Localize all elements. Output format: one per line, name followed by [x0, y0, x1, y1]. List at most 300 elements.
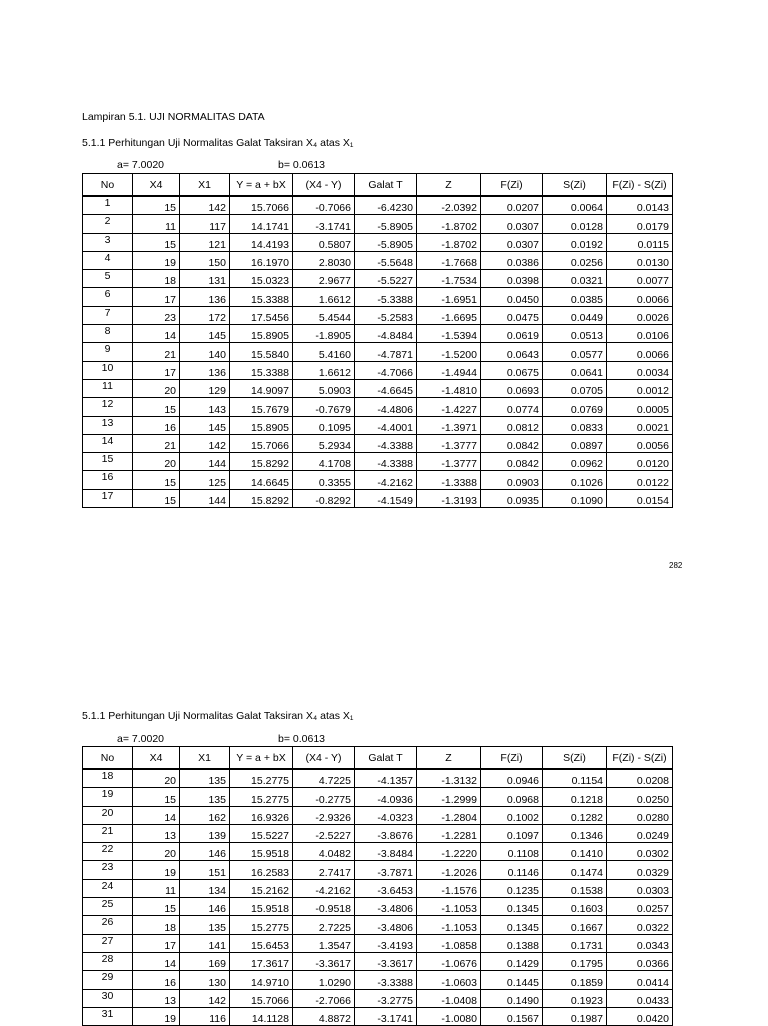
cell-x1: 141 — [180, 934, 230, 952]
cell-f-zi: 0.1235 — [481, 879, 543, 897]
cell-s-zi: 0.1282 — [543, 806, 607, 824]
cell-no: 1 — [83, 196, 133, 215]
cell-y-pred: 15.3388 — [230, 288, 293, 306]
section-1-b-value: b= 0.0613 — [278, 159, 326, 171]
cell-no: 24 — [83, 879, 133, 897]
cell-x1: 129 — [180, 379, 230, 397]
section-2-subtitle: 5.1.1 Perhitungan Uji Normalitas Galat Taksiran X₄ atas X₁ — [82, 710, 354, 722]
cell-s-zi: 0.0769 — [543, 398, 607, 416]
cell-galat-t: -4.1549 — [355, 489, 417, 507]
cell-no: 16 — [83, 471, 133, 489]
table-row — [83, 952, 673, 970]
table-row — [83, 434, 673, 452]
cell-residual: 1.0290 — [293, 971, 355, 989]
cell-no: 19 — [83, 788, 133, 806]
cell-x1: 116 — [180, 1007, 230, 1025]
cell-no: 15 — [83, 453, 133, 471]
table-row — [83, 989, 673, 1007]
table-row — [83, 916, 673, 934]
cell-s-zi: 0.0962 — [543, 453, 607, 471]
page-number: 282 — [669, 561, 683, 570]
cell-x1: 136 — [180, 288, 230, 306]
cell-no: 3 — [83, 233, 133, 251]
column-header-f-zi: F(Zi) — [481, 747, 543, 770]
cell-residual: -2.5227 — [293, 824, 355, 842]
cell-f-minus-s: 0.0329 — [607, 861, 673, 879]
column-header-no: No — [83, 174, 133, 197]
cell-no: 29 — [83, 971, 133, 989]
cell-y-pred: 15.8292 — [230, 489, 293, 507]
cell-x1: 142 — [180, 434, 230, 452]
cell-x4: 14 — [133, 806, 180, 824]
cell-x1: 150 — [180, 251, 230, 269]
cell-z: -1.2220 — [417, 843, 481, 861]
cell-x1: 125 — [180, 471, 230, 489]
cell-f-minus-s: 0.0179 — [607, 215, 673, 233]
cell-no: 11 — [83, 379, 133, 397]
cell-no: 30 — [83, 989, 133, 1007]
cell-f-minus-s: 0.0420 — [607, 1007, 673, 1025]
cell-s-zi: 0.0705 — [543, 379, 607, 397]
cell-galat-t: -3.4806 — [355, 916, 417, 934]
cell-s-zi: 0.1923 — [543, 989, 607, 1007]
cell-residual: -0.7066 — [293, 196, 355, 215]
cell-x4: 19 — [133, 251, 180, 269]
cell-s-zi: 0.1474 — [543, 861, 607, 879]
cell-x4: 23 — [133, 306, 180, 324]
cell-s-zi: 0.0897 — [543, 434, 607, 452]
cell-x1: 130 — [180, 971, 230, 989]
cell-f-zi: 0.1146 — [481, 861, 543, 879]
table-row — [83, 971, 673, 989]
cell-galat-t: -4.8484 — [355, 325, 417, 343]
cell-z: -1.3777 — [417, 434, 481, 452]
cell-no: 4 — [83, 251, 133, 269]
cell-residual: 4.0482 — [293, 843, 355, 861]
cell-y-pred: 14.9097 — [230, 379, 293, 397]
cell-f-minus-s: 0.0056 — [607, 434, 673, 452]
cell-no: 23 — [83, 861, 133, 879]
cell-x1: 139 — [180, 824, 230, 842]
cell-f-minus-s: 0.0303 — [607, 879, 673, 897]
cell-no: 20 — [83, 806, 133, 824]
cell-x1: 136 — [180, 361, 230, 379]
cell-y-pred: 16.1970 — [230, 251, 293, 269]
cell-x4: 17 — [133, 288, 180, 306]
cell-residual: 2.7225 — [293, 916, 355, 934]
cell-residual: 2.7417 — [293, 861, 355, 879]
cell-y-pred: 15.8905 — [230, 416, 293, 434]
appendix-title: Lampiran 5.1. UJI NORMALITAS DATA — [82, 111, 265, 123]
cell-f-zi: 0.1490 — [481, 989, 543, 1007]
column-header-x1: X1 — [180, 174, 230, 197]
cell-z: -1.8702 — [417, 233, 481, 251]
cell-z: -1.0603 — [417, 971, 481, 989]
cell-y-pred: 15.0323 — [230, 270, 293, 288]
cell-f-minus-s: 0.0077 — [607, 270, 673, 288]
cell-s-zi: 0.1410 — [543, 843, 607, 861]
cell-galat-t: -3.4806 — [355, 898, 417, 916]
cell-x1: 134 — [180, 879, 230, 897]
cell-y-pred: 16.9326 — [230, 806, 293, 824]
cell-s-zi: 0.0321 — [543, 270, 607, 288]
cell-x1: 135 — [180, 788, 230, 806]
column-header-x4: X4 — [133, 747, 180, 770]
column-header-y-pred: Y = a + bX — [230, 747, 293, 770]
cell-s-zi: 0.0385 — [543, 288, 607, 306]
cell-z: -2.0392 — [417, 196, 481, 215]
table-row — [83, 843, 673, 861]
cell-no: 17 — [83, 489, 133, 507]
cell-y-pred: 14.1128 — [230, 1007, 293, 1025]
cell-no: 2 — [83, 215, 133, 233]
cell-residual: -2.7066 — [293, 989, 355, 1007]
cell-galat-t: -4.7871 — [355, 343, 417, 361]
cell-s-zi: 0.0577 — [543, 343, 607, 361]
cell-s-zi: 0.1731 — [543, 934, 607, 952]
cell-y-pred: 16.2583 — [230, 861, 293, 879]
cell-y-pred: 15.7066 — [230, 196, 293, 215]
section-2-a-value: a= 7.0020 — [117, 733, 165, 745]
cell-galat-t: -4.3388 — [355, 434, 417, 452]
cell-residual: -1.8905 — [293, 325, 355, 343]
cell-x1: 142 — [180, 196, 230, 215]
cell-z: -1.7534 — [417, 270, 481, 288]
cell-z: -1.0408 — [417, 989, 481, 1007]
cell-z: -1.4810 — [417, 379, 481, 397]
cell-y-pred: 14.6645 — [230, 471, 293, 489]
cell-residual: -3.1741 — [293, 215, 355, 233]
cell-s-zi: 0.1346 — [543, 824, 607, 842]
cell-f-zi: 0.1002 — [481, 806, 543, 824]
cell-no: 27 — [83, 934, 133, 952]
cell-z: -1.7668 — [417, 251, 481, 269]
cell-f-minus-s: 0.0208 — [607, 769, 673, 788]
column-header-f-zi: F(Zi) — [481, 174, 543, 197]
cell-f-zi: 0.0386 — [481, 251, 543, 269]
cell-s-zi: 0.0513 — [543, 325, 607, 343]
cell-f-minus-s: 0.0250 — [607, 788, 673, 806]
table-row — [83, 270, 673, 288]
table-row — [83, 398, 673, 416]
cell-f-minus-s: 0.0257 — [607, 898, 673, 916]
cell-galat-t: -6.4230 — [355, 196, 417, 215]
cell-x4: 15 — [133, 471, 180, 489]
table-header-row — [83, 747, 673, 770]
cell-x1: 172 — [180, 306, 230, 324]
cell-residual: 5.4160 — [293, 343, 355, 361]
table-row — [83, 416, 673, 434]
cell-residual: 2.8030 — [293, 251, 355, 269]
cell-galat-t: -5.8905 — [355, 233, 417, 251]
column-header-x4: X4 — [133, 174, 180, 197]
cell-residual: 0.5807 — [293, 233, 355, 251]
cell-s-zi: 0.0192 — [543, 233, 607, 251]
cell-x4: 18 — [133, 270, 180, 288]
cell-x1: 140 — [180, 343, 230, 361]
cell-x1: 144 — [180, 489, 230, 507]
column-header-galat-t: Galat T — [355, 174, 417, 197]
cell-galat-t: -3.3617 — [355, 952, 417, 970]
cell-s-zi: 0.0256 — [543, 251, 607, 269]
cell-x4: 20 — [133, 769, 180, 788]
cell-s-zi: 0.0641 — [543, 361, 607, 379]
cell-residual: -2.9326 — [293, 806, 355, 824]
cell-z: -1.4227 — [417, 398, 481, 416]
cell-no: 31 — [83, 1007, 133, 1025]
table-row — [83, 288, 673, 306]
cell-f-minus-s: 0.0122 — [607, 471, 673, 489]
column-header-z: Z — [417, 747, 481, 770]
cell-galat-t: -5.5648 — [355, 251, 417, 269]
cell-y-pred: 15.2775 — [230, 769, 293, 788]
cell-s-zi: 0.0449 — [543, 306, 607, 324]
column-header-galat-t: Galat T — [355, 747, 417, 770]
cell-galat-t: -4.0936 — [355, 788, 417, 806]
table-header-row — [83, 174, 673, 197]
cell-no: 5 — [83, 270, 133, 288]
cell-y-pred: 17.3617 — [230, 952, 293, 970]
cell-s-zi: 0.1795 — [543, 952, 607, 970]
cell-z: -1.3971 — [417, 416, 481, 434]
cell-galat-t: -4.6645 — [355, 379, 417, 397]
cell-s-zi: 0.1218 — [543, 788, 607, 806]
cell-z: -1.3388 — [417, 471, 481, 489]
cell-f-zi: 0.0693 — [481, 379, 543, 397]
cell-galat-t: -4.4806 — [355, 398, 417, 416]
cell-f-minus-s: 0.0106 — [607, 325, 673, 343]
cell-galat-t: -3.6453 — [355, 879, 417, 897]
cell-x1: 146 — [180, 843, 230, 861]
cell-f-zi: 0.0842 — [481, 453, 543, 471]
cell-galat-t: -4.0323 — [355, 806, 417, 824]
cell-x4: 21 — [133, 343, 180, 361]
cell-f-minus-s: 0.0130 — [607, 251, 673, 269]
cell-x4: 15 — [133, 196, 180, 215]
table-row — [83, 251, 673, 269]
cell-f-zi: 0.1345 — [481, 898, 543, 916]
cell-no: 26 — [83, 916, 133, 934]
cell-z: -1.2026 — [417, 861, 481, 879]
cell-x4: 14 — [133, 952, 180, 970]
cell-f-zi: 0.1345 — [481, 916, 543, 934]
cell-y-pred: 15.8905 — [230, 325, 293, 343]
cell-y-pred: 15.7066 — [230, 434, 293, 452]
cell-x1: 117 — [180, 215, 230, 233]
cell-f-minus-s: 0.0302 — [607, 843, 673, 861]
cell-x4: 15 — [133, 233, 180, 251]
cell-y-pred: 15.5227 — [230, 824, 293, 842]
cell-f-minus-s: 0.0143 — [607, 196, 673, 215]
cell-x4: 20 — [133, 453, 180, 471]
cell-f-minus-s: 0.0115 — [607, 233, 673, 251]
cell-y-pred: 14.4193 — [230, 233, 293, 251]
cell-f-zi: 0.0842 — [481, 434, 543, 452]
table-row — [83, 824, 673, 842]
normality-table-2 — [82, 746, 673, 1026]
cell-residual: 0.3355 — [293, 471, 355, 489]
cell-no: 8 — [83, 325, 133, 343]
cell-f-zi: 0.0903 — [481, 471, 543, 489]
table-row — [83, 489, 673, 507]
cell-x4: 15 — [133, 489, 180, 507]
cell-f-minus-s: 0.0414 — [607, 971, 673, 989]
cell-no: 28 — [83, 952, 133, 970]
column-header-residual: (X4 - Y) — [293, 174, 355, 197]
cell-z: -1.1576 — [417, 879, 481, 897]
cell-z: -1.2804 — [417, 806, 481, 824]
cell-x4: 14 — [133, 325, 180, 343]
cell-x1: 151 — [180, 861, 230, 879]
cell-f-zi: 0.0619 — [481, 325, 543, 343]
table-row — [83, 361, 673, 379]
cell-x4: 20 — [133, 379, 180, 397]
table-row — [83, 861, 673, 879]
cell-s-zi: 0.0833 — [543, 416, 607, 434]
cell-f-zi: 0.0675 — [481, 361, 543, 379]
cell-x4: 16 — [133, 416, 180, 434]
cell-x4: 11 — [133, 879, 180, 897]
cell-z: -1.3132 — [417, 769, 481, 788]
cell-s-zi: 0.1090 — [543, 489, 607, 507]
cell-z: -1.3193 — [417, 489, 481, 507]
cell-x4: 15 — [133, 788, 180, 806]
cell-galat-t: -3.1741 — [355, 1007, 417, 1025]
cell-z: -1.0080 — [417, 1007, 481, 1025]
cell-y-pred: 14.9710 — [230, 971, 293, 989]
cell-y-pred: 15.9518 — [230, 843, 293, 861]
column-header-y-pred: Y = a + bX — [230, 174, 293, 197]
cell-f-minus-s: 0.0012 — [607, 379, 673, 397]
cell-no: 9 — [83, 343, 133, 361]
cell-residual: 1.3547 — [293, 934, 355, 952]
cell-x4: 20 — [133, 843, 180, 861]
cell-x1: 146 — [180, 898, 230, 916]
cell-s-zi: 0.1538 — [543, 879, 607, 897]
cell-x1: 135 — [180, 916, 230, 934]
cell-galat-t: -5.2583 — [355, 306, 417, 324]
table-row — [83, 898, 673, 916]
cell-f-zi: 0.0475 — [481, 306, 543, 324]
column-header-f-minus-s: F(Zi) - S(Zi) — [607, 747, 673, 770]
cell-f-zi: 0.1097 — [481, 824, 543, 842]
cell-z: -1.5200 — [417, 343, 481, 361]
cell-galat-t: -4.7066 — [355, 361, 417, 379]
cell-s-zi: 0.1667 — [543, 916, 607, 934]
cell-galat-t: -3.8676 — [355, 824, 417, 842]
cell-residual: 5.0903 — [293, 379, 355, 397]
cell-f-minus-s: 0.0154 — [607, 489, 673, 507]
cell-f-minus-s: 0.0005 — [607, 398, 673, 416]
cell-x1: 169 — [180, 952, 230, 970]
cell-no: 6 — [83, 288, 133, 306]
cell-galat-t: -5.5227 — [355, 270, 417, 288]
cell-residual: 5.4544 — [293, 306, 355, 324]
cell-x4: 17 — [133, 934, 180, 952]
table-row — [83, 343, 673, 361]
cell-y-pred: 15.2775 — [230, 788, 293, 806]
cell-f-minus-s: 0.0280 — [607, 806, 673, 824]
column-header-f-minus-s: F(Zi) - S(Zi) — [607, 174, 673, 197]
cell-no: 21 — [83, 824, 133, 842]
column-header-s-zi: S(Zi) — [543, 747, 607, 770]
table-row — [83, 196, 673, 215]
cell-residual: -0.7679 — [293, 398, 355, 416]
table-row — [83, 215, 673, 233]
cell-f-minus-s: 0.0034 — [607, 361, 673, 379]
cell-residual: 1.6612 — [293, 288, 355, 306]
cell-f-zi: 0.0398 — [481, 270, 543, 288]
cell-x4: 13 — [133, 824, 180, 842]
cell-f-zi: 0.0774 — [481, 398, 543, 416]
table-row — [83, 769, 673, 788]
table-row — [83, 934, 673, 952]
cell-galat-t: -3.2775 — [355, 989, 417, 1007]
cell-residual: 5.2934 — [293, 434, 355, 452]
cell-y-pred: 14.1741 — [230, 215, 293, 233]
cell-residual: -0.8292 — [293, 489, 355, 507]
cell-y-pred: 17.5456 — [230, 306, 293, 324]
cell-galat-t: -5.8905 — [355, 215, 417, 233]
cell-z: -1.2281 — [417, 824, 481, 842]
cell-z: -1.4944 — [417, 361, 481, 379]
cell-x1: 135 — [180, 769, 230, 788]
table-row — [83, 806, 673, 824]
column-header-s-zi: S(Zi) — [543, 174, 607, 197]
cell-x1: 142 — [180, 989, 230, 1007]
table-row — [83, 879, 673, 897]
cell-galat-t: -4.4001 — [355, 416, 417, 434]
cell-s-zi: 0.0128 — [543, 215, 607, 233]
cell-z: -1.5394 — [417, 325, 481, 343]
cell-x1: 144 — [180, 453, 230, 471]
cell-f-zi: 0.0643 — [481, 343, 543, 361]
cell-f-minus-s: 0.0066 — [607, 288, 673, 306]
cell-f-zi: 0.1567 — [481, 1007, 543, 1025]
section-2-b-value: b= 0.0613 — [278, 733, 326, 745]
cell-galat-t: -4.3388 — [355, 453, 417, 471]
cell-residual: 4.7225 — [293, 769, 355, 788]
cell-f-minus-s: 0.0249 — [607, 824, 673, 842]
cell-x4: 15 — [133, 398, 180, 416]
cell-residual: 4.1708 — [293, 453, 355, 471]
cell-no: 13 — [83, 416, 133, 434]
cell-s-zi: 0.1859 — [543, 971, 607, 989]
cell-z: -1.0676 — [417, 952, 481, 970]
column-header-z: Z — [417, 174, 481, 197]
cell-z: -1.3777 — [417, 453, 481, 471]
cell-s-zi: 0.1154 — [543, 769, 607, 788]
cell-galat-t: -5.3388 — [355, 288, 417, 306]
cell-residual: 1.6612 — [293, 361, 355, 379]
cell-no: 22 — [83, 843, 133, 861]
cell-s-zi: 0.1987 — [543, 1007, 607, 1025]
cell-x4: 11 — [133, 215, 180, 233]
cell-x4: 16 — [133, 971, 180, 989]
column-header-no: No — [83, 747, 133, 770]
table-row — [83, 306, 673, 324]
section-1-a-value: a= 7.0020 — [117, 159, 165, 171]
cell-residual: -4.2162 — [293, 879, 355, 897]
cell-x4: 19 — [133, 1007, 180, 1025]
cell-galat-t: -3.4193 — [355, 934, 417, 952]
cell-residual: 0.1095 — [293, 416, 355, 434]
cell-x4: 15 — [133, 898, 180, 916]
cell-galat-t: -3.3388 — [355, 971, 417, 989]
table-row — [83, 379, 673, 397]
cell-y-pred: 15.7679 — [230, 398, 293, 416]
cell-f-zi: 0.1108 — [481, 843, 543, 861]
